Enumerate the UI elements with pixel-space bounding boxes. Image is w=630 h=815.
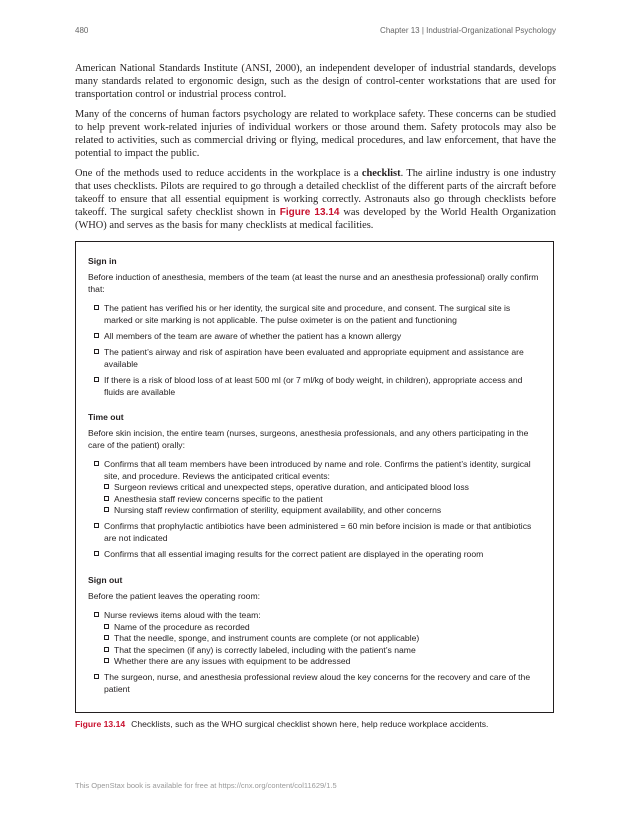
checkbox-icon	[94, 333, 99, 338]
paragraph-ansi: American National Standards Institute (ANSI, 2000), an independent developer of industrial standards, develops many standards related to ergonomic design, such as the design of control-center workstations that are used for transportation control or industrial process control.	[75, 63, 556, 100]
checklist-item	[88, 459, 541, 516]
item-text: Confirms that prophylactic antibiotics have been administered = 60 min before incision is made or that antibiotics are not indicated	[104, 521, 532, 543]
item-text: Name of the procedure as recorded	[114, 621, 250, 632]
body-text	[75, 62, 556, 239]
item-text: The patient has verified his or her identity, the surgical site and procedure, and consent. The surgical site is marked or site marking is not applicable. The pulse oximeter is on the patient and functioning	[104, 303, 511, 325]
checkbox-icon	[104, 658, 109, 663]
checkbox-icon	[104, 635, 109, 640]
checklist-items	[88, 610, 541, 695]
section-heading-sign-out: Sign out	[88, 574, 123, 585]
paragraph-safety: Many of the concerns of human factors psychology are related to workplace safety. These concerns can be studied to help prevent work-related injuries of individual workers or those around them. Safety protocols may also be related to activities, such as commercial driving or flying, medical procedures, and law enforcement, that have the potential to impact the public.	[75, 109, 556, 159]
section-heading-sign-in: Sign in	[88, 256, 117, 266]
paragraph-text: . The airline industry is one industry that uses checklists. Pilots are required to go through a detailed checklist of the different parts of the aircraft before takeoff to ensure that all essential equipment is working correctly. Astronauts also go through checklists before takeoff. The surgical safety checklist shown in	[75, 168, 557, 218]
figure-caption	[75, 719, 556, 729]
checklist-item	[88, 331, 541, 342]
section-intro: Before the patient leaves the operating room:	[88, 590, 260, 601]
item-text: That the needle, sponge, and instrument counts are complete (or not applicable)	[114, 633, 420, 644]
item-text: Nurse reviews items aloud with the team:	[104, 610, 261, 621]
key-term-checklist: checklist	[361, 168, 401, 179]
chapter-header: Chapter 13 | Industrial-Organizational Psychology	[380, 26, 556, 35]
item-text: The surgeon, nurse, and anesthesia professional review aloud the key concerns for the recovery and care of the patient	[104, 672, 531, 694]
section-heading-time-out: Time out	[88, 412, 124, 423]
checklist-subitem	[104, 482, 541, 493]
footer-note[interactable]: This OpenStax book is available for free at https://cnx.org/content/col11629/1.5	[75, 781, 337, 790]
checklist-item	[88, 610, 541, 667]
figure-label: Figure 13.14	[75, 719, 126, 729]
paragraph-text: One of the methods used to reduce accidents in the workplace is a	[75, 168, 362, 179]
item-text: All members of the team are aware of whether the patient has a known allergy	[104, 331, 402, 342]
checkbox-icon	[94, 377, 99, 382]
checklist-subitem	[104, 505, 541, 516]
checkbox-icon	[94, 523, 99, 528]
item-text: Confirms that all essential imaging results for the correct patient are displayed in the operating room	[104, 549, 484, 560]
checkbox-icon	[94, 349, 99, 354]
checklist-figure	[75, 241, 554, 713]
checkbox-icon	[94, 461, 99, 466]
checkbox-icon	[104, 484, 109, 489]
checklist-subitem	[104, 622, 541, 633]
checklist-subitem	[104, 656, 541, 667]
checklist-item	[88, 303, 541, 326]
checklist-item	[88, 521, 541, 544]
page-number: 480	[75, 26, 89, 35]
checklist-items	[88, 459, 541, 560]
checklist-subitem	[104, 494, 541, 505]
checkbox-icon	[94, 674, 99, 679]
checkbox-icon	[104, 647, 109, 652]
item-text: Anesthesia staff review concerns specific to the patient	[114, 493, 323, 504]
section-intro: Before induction of anesthesia, members of the team (at least the nurse and an anesthesia professional) orally confirm that:	[88, 272, 539, 294]
item-text: That the specimen (if any) is correctly labeled, including with the patient’s name	[114, 644, 416, 655]
sub-items	[104, 482, 541, 516]
checkbox-icon	[94, 612, 99, 617]
checklist-item	[88, 672, 541, 695]
checklist-item	[88, 549, 541, 560]
checklist-subitem	[104, 645, 541, 656]
item-text: If there is a risk of blood loss of at least 500 ml (or 7 ml/kg of body weight, in children), appropriate access and fluids are available	[104, 375, 523, 397]
checklist-subitem	[104, 633, 541, 644]
checklist-item	[88, 347, 541, 370]
figure-link[interactable]: Figure 13.14	[279, 207, 340, 218]
checkbox-icon	[104, 624, 109, 629]
sub-items	[104, 622, 541, 668]
item-text: Confirms that all team members have been introduced by name and role. Confirms the patient’s identity, surgical site, and procedure. Reviews the anticipated critical events:	[104, 459, 531, 481]
item-text: Surgeon reviews critical and unexpected steps, operative duration, and anticipated blood loss	[114, 482, 469, 493]
checkbox-icon	[94, 305, 99, 310]
caption-text: Checklists, such as the WHO surgical checklist shown here, help reduce workplace accidents.	[131, 719, 489, 729]
checkbox-icon	[104, 507, 109, 512]
checklist-item	[88, 375, 541, 398]
checkbox-icon	[94, 551, 99, 556]
checklist-items	[88, 303, 541, 398]
paragraph-checklist	[75, 167, 556, 232]
checkbox-icon	[104, 496, 109, 501]
paragraph-text: was developed by the World Health Organization (WHO) and serves as the basis for many checklists at medical facilities.	[75, 207, 556, 231]
item-text: Whether there are any issues with equipment to be addressed	[114, 655, 351, 666]
item-text: The patient’s airway and risk of aspiration have been evaluated and appropriate equipment and assistance are available	[104, 347, 524, 369]
section-intro: Before skin incision, the entire team (nurses, surgeons, anesthesia professionals, and any others participating in the care of the patient) orally:	[88, 428, 529, 450]
item-text: Nursing staff review confirmation of sterility, equipment availability, and other concerns	[114, 504, 442, 515]
